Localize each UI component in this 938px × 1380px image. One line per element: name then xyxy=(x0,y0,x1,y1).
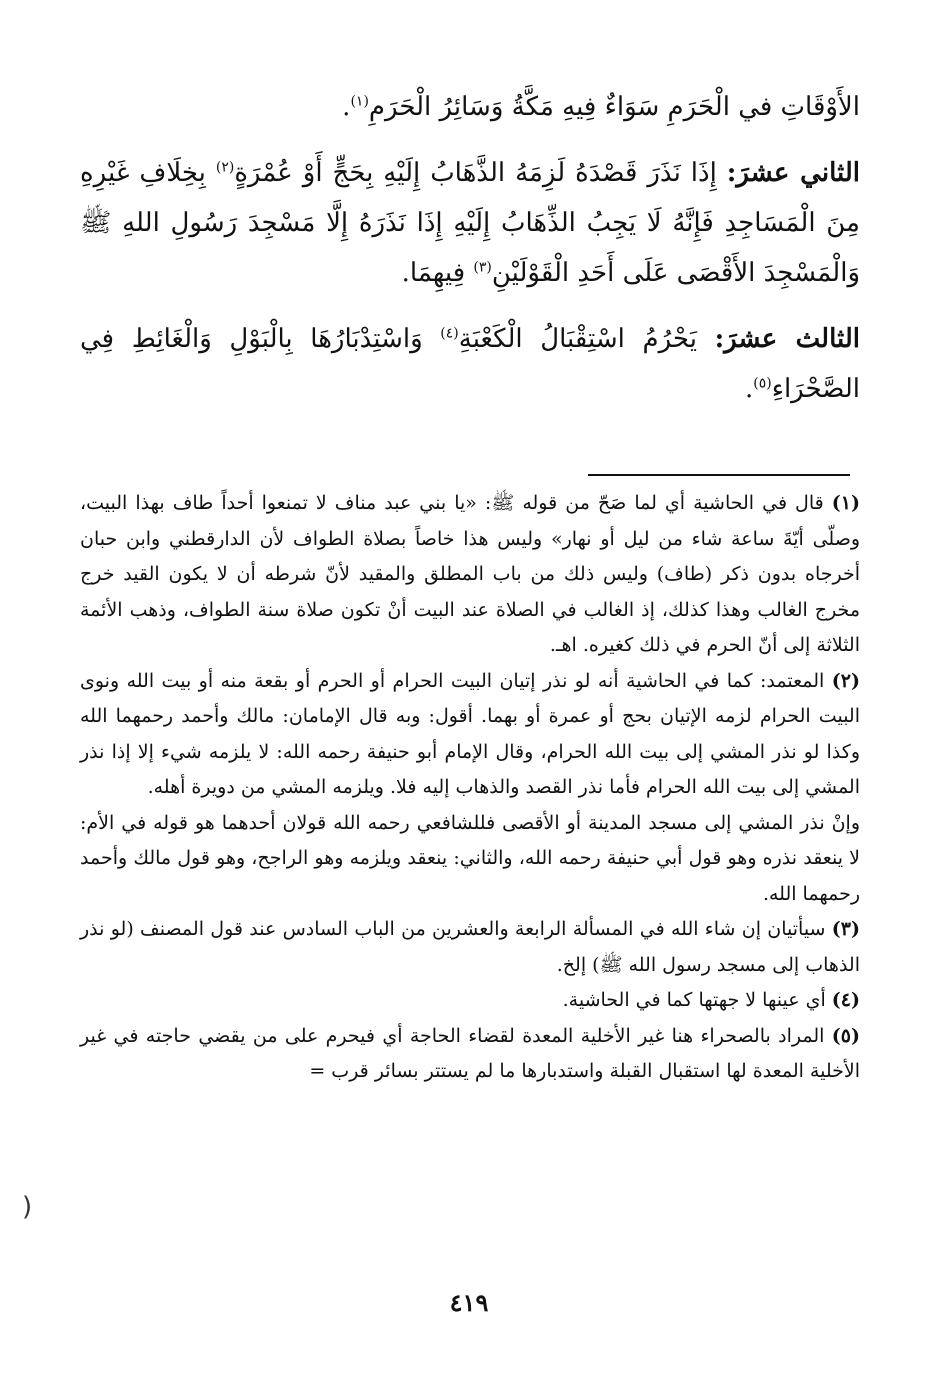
main-paragraph-2: الثاني عشرَ: إِذَا نَذَرَ قَصْدَهُ لَزِمَهُ الذَّهَابُ إِلَيْهِ بِحَجٍّ أَوْ عُمْرَةٍ$^{(٢)}$ بِخِلَافِ غَيْرِهِ مِنَ الْمَسَاجِدِ فَإِنَّهُ لَا يَجِبُ الذِّهَابُ إِلَيْهِ إِذَا نَذَرَهُ إِلَّا مَسْجِدَ رَسُولِ اللهِ ﷺ وَالْمَسْجِدَ الأَقْصَى عَلَى أَحَدِ الْقَوْلَيْنِ$^{(٣)}$ فِيهِمَا. xyxy=(80,158,861,288)
footnote-text: المعتمد: كما في الحاشية أنه لو نذر إتيان البيت الحرام أو الحرم أو بقعة منه أو بيت الله ونوى البيت الحرام لزمه الإتيان بحج أو عمرة أو بهما. أقول: وبه قال الإمامان: مالك وأحمد رحمهما الله وكذا لو نذر المشي إلى بيت الله الحرام، وقال الإمام أبو حنيفة رحمه الله: لا يلزمه شيء إلا إذا نذر المشي إلى بيت الله الحرام فأما نذر القصد والذهاب إليه فلا. ويلزمه المشي من دويرة أهله. xyxy=(80,669,860,798)
footnote-text: سيأتيان إن شاء الله في المسألة الرابعة والعشرين من الباب السادس عند قول المصنف (لو نذر الذهاب إلى مسجد رسول الله ﷺ) إلخ. xyxy=(80,918,860,976)
footnote-text: المراد بالصحراء هنا غير الأخلية المعدة لقضاء الحاجة أي فيحرم على من يقضي حاجته في غير الأخلية المعدة لها استقبال القبلة واستدبارها ما لم يستتر بسائر قرب = xyxy=(80,1024,860,1082)
margin-mark: ( xyxy=(22,1192,33,1222)
footnote-ref-5[interactable]: (٥) xyxy=(753,375,772,392)
footnote-ref-4[interactable]: (٤) xyxy=(440,325,459,342)
footnote-ref-3[interactable]: (٣) xyxy=(473,259,492,276)
footnote-number: (٣) xyxy=(831,918,860,940)
main-text xyxy=(80,82,860,430)
footnote-1 xyxy=(80,486,860,664)
footnote-ref-2[interactable]: (٢) xyxy=(215,159,235,176)
footnote-text: قال في الحاشية أي لما صَحّ من قوله ﷺ: «يا بني عبد مناف لا تمنعوا أحداً طاف بهذا البيت، وصلّى أيّةَ ساعة شاء من ليل أو نهار» وليس هذا خاصاً بصلاة الطواف لأن الدارقطني وابن حبان أخرجاه بدون ذكر (طاف) وليس ذلك من باب المطلق والمقيد لأنّ شرطه أن لا يكون القيد خرج مخرج الغالب وهذا كذلك، إذ الغالب في الصلاة عند البيت أنْ تكون صلاة سنة الطواف، وذهب الأئمة الثلاثة إلى أنّ الحرم في ذلك كغيره. اهـ. xyxy=(80,492,860,656)
rule-heading-13: الثالث عشرَ: xyxy=(714,324,860,354)
page-number: ٤١٩ xyxy=(449,1288,489,1317)
footnote-2-continuation xyxy=(80,806,860,913)
footnote-ref-1[interactable]: (١) xyxy=(350,93,369,110)
main-paragraph-3: الثالث عشرَ: يَحْرُمُ اسْتِقْبَالُ الْكَعْبَةِ$^{(٤)}$ وَاسْتِدْبَارُهَا بِالْبَوْلِ وَالْغَائِطِ فِي الصَّحْرَاءِ$^{(٥)}$. xyxy=(80,324,860,404)
footnote-text: أي عينها لا جهتها كما في الحاشية. xyxy=(562,989,826,1011)
footnote-4 xyxy=(80,983,860,1019)
footnote-number: (٢) xyxy=(831,669,860,692)
footnote-5 xyxy=(80,1019,860,1090)
footnote-3 xyxy=(80,912,860,983)
footnotes xyxy=(80,486,860,1090)
footnote-number: (١) xyxy=(831,492,860,514)
footnote-divider xyxy=(588,474,850,476)
main-paragraph-1: الأَوْقَاتِ في الْحَرَمِ سَوَاءٌ فِيهِ مَكَّةُ وَسَائِرُ الْحَرَمِ$^{(١)}$. xyxy=(342,92,860,122)
rule-heading-12: الثاني عشرَ: xyxy=(726,158,861,188)
footnote-number: (٥) xyxy=(831,1024,860,1047)
footnote-number: (٤) xyxy=(831,989,860,1011)
footnote-text: وإنْ نذر المشي إلى مسجد المدينة أو الأقصى فللشافعي رحمه الله قولان أحدهما هو قوله في الأم: لا ينعقد نذره وهو قول أبي حنيفة رحمه الله، والثاني: ينعقد ويلزمه وهو الراجح، وهو قول مالك وأحمد رحمهما الله. xyxy=(80,811,860,905)
footnote-2 xyxy=(80,664,860,806)
